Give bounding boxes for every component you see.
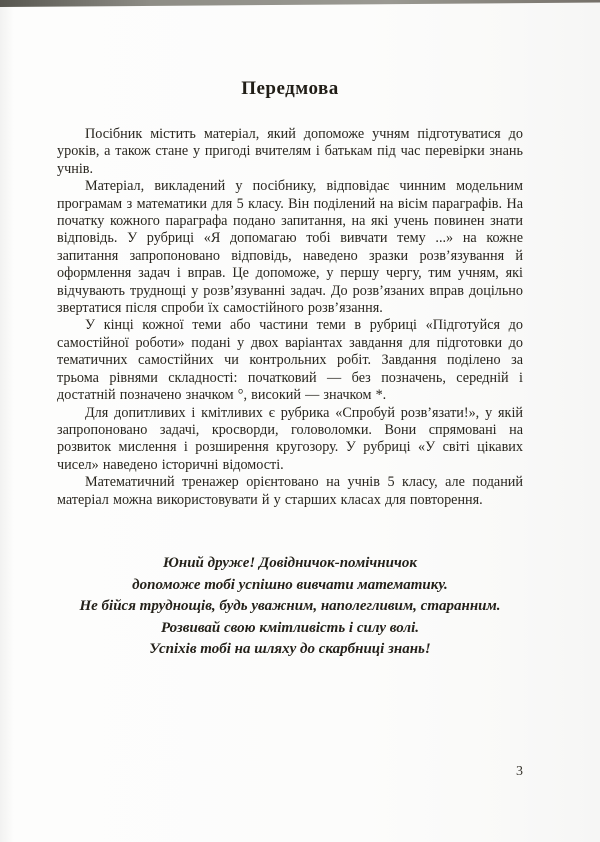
dedication-line-1: Юний друже! Довідничок-помічничок [163, 554, 417, 571]
paragraph-2: Матеріал, викладений у посібнику, відповідає чинним модельним програмам з математики для 5 класу. Він поділений на вісім параграфів. На початку кожного параграфа подано запитання, на які учень повинен знати відповідь. У рубриці «Я допомагаю тобі вивчати тему ...» на кожне запитання запропоновано відповідь, наведено зразки розв’язування й оформлення задач і вправ. Це допоможе, у першу чергу, тим учням, які відчувають труднощі у розв’язуванні задач. До розв’язаних вправ доцільно звертатися після спроби їх самостійного розв’язання. [57, 178, 523, 317]
dedication-line-2: допоможе тобі успішно вивчати математику. [132, 576, 448, 593]
paragraph-4: Для допитливих і кмітливих є рубрика «Спробуй розв’язати!», у якій запропоновано задачі, кросворди, головоломки. Вони спрямовані на розвиток мислення і розширення кругозору. У рубриці «У світі цікавих чисел» наведено історичні відомості. [57, 404, 523, 473]
paragraph-5: Математичний тренажер орієнтовано на учнів 5 класу, але поданий матеріал можна використовувати й у старших класах для повторення. [57, 474, 523, 508]
preface-body [57, 126, 523, 509]
page-number: 3 [516, 764, 523, 779]
page-title: Передмова [241, 78, 339, 99]
dedication-line-5: Успіхів тобі на шляху до скарбниці знань! [149, 641, 431, 658]
dedication-block [57, 553, 523, 661]
paragraph-3: У кінці кожної теми або частини теми в рубриці «Підготуйся до самостійної роботи» подані у двох варіантах завдання для підготовки до тематичних самостійних чи контрольних робіт. Завдання поділено за трьома рівнями складності: початковий — без позначень, середній і достатній позначено значком °, високий — значком *. [57, 317, 523, 404]
dedication-line-4: Розвивай свою кмітливість і силу волі. [161, 619, 419, 636]
paragraph-1: Посібник містить матеріал, який допоможе учням підготуватися до уроків, а також стане у пригоді вчителям і батькам під час перевірки знань учнів. [57, 126, 523, 177]
dedication-line-3: Не бійся труднощів, будь уважним, наполегливим, старанним. [79, 598, 501, 615]
